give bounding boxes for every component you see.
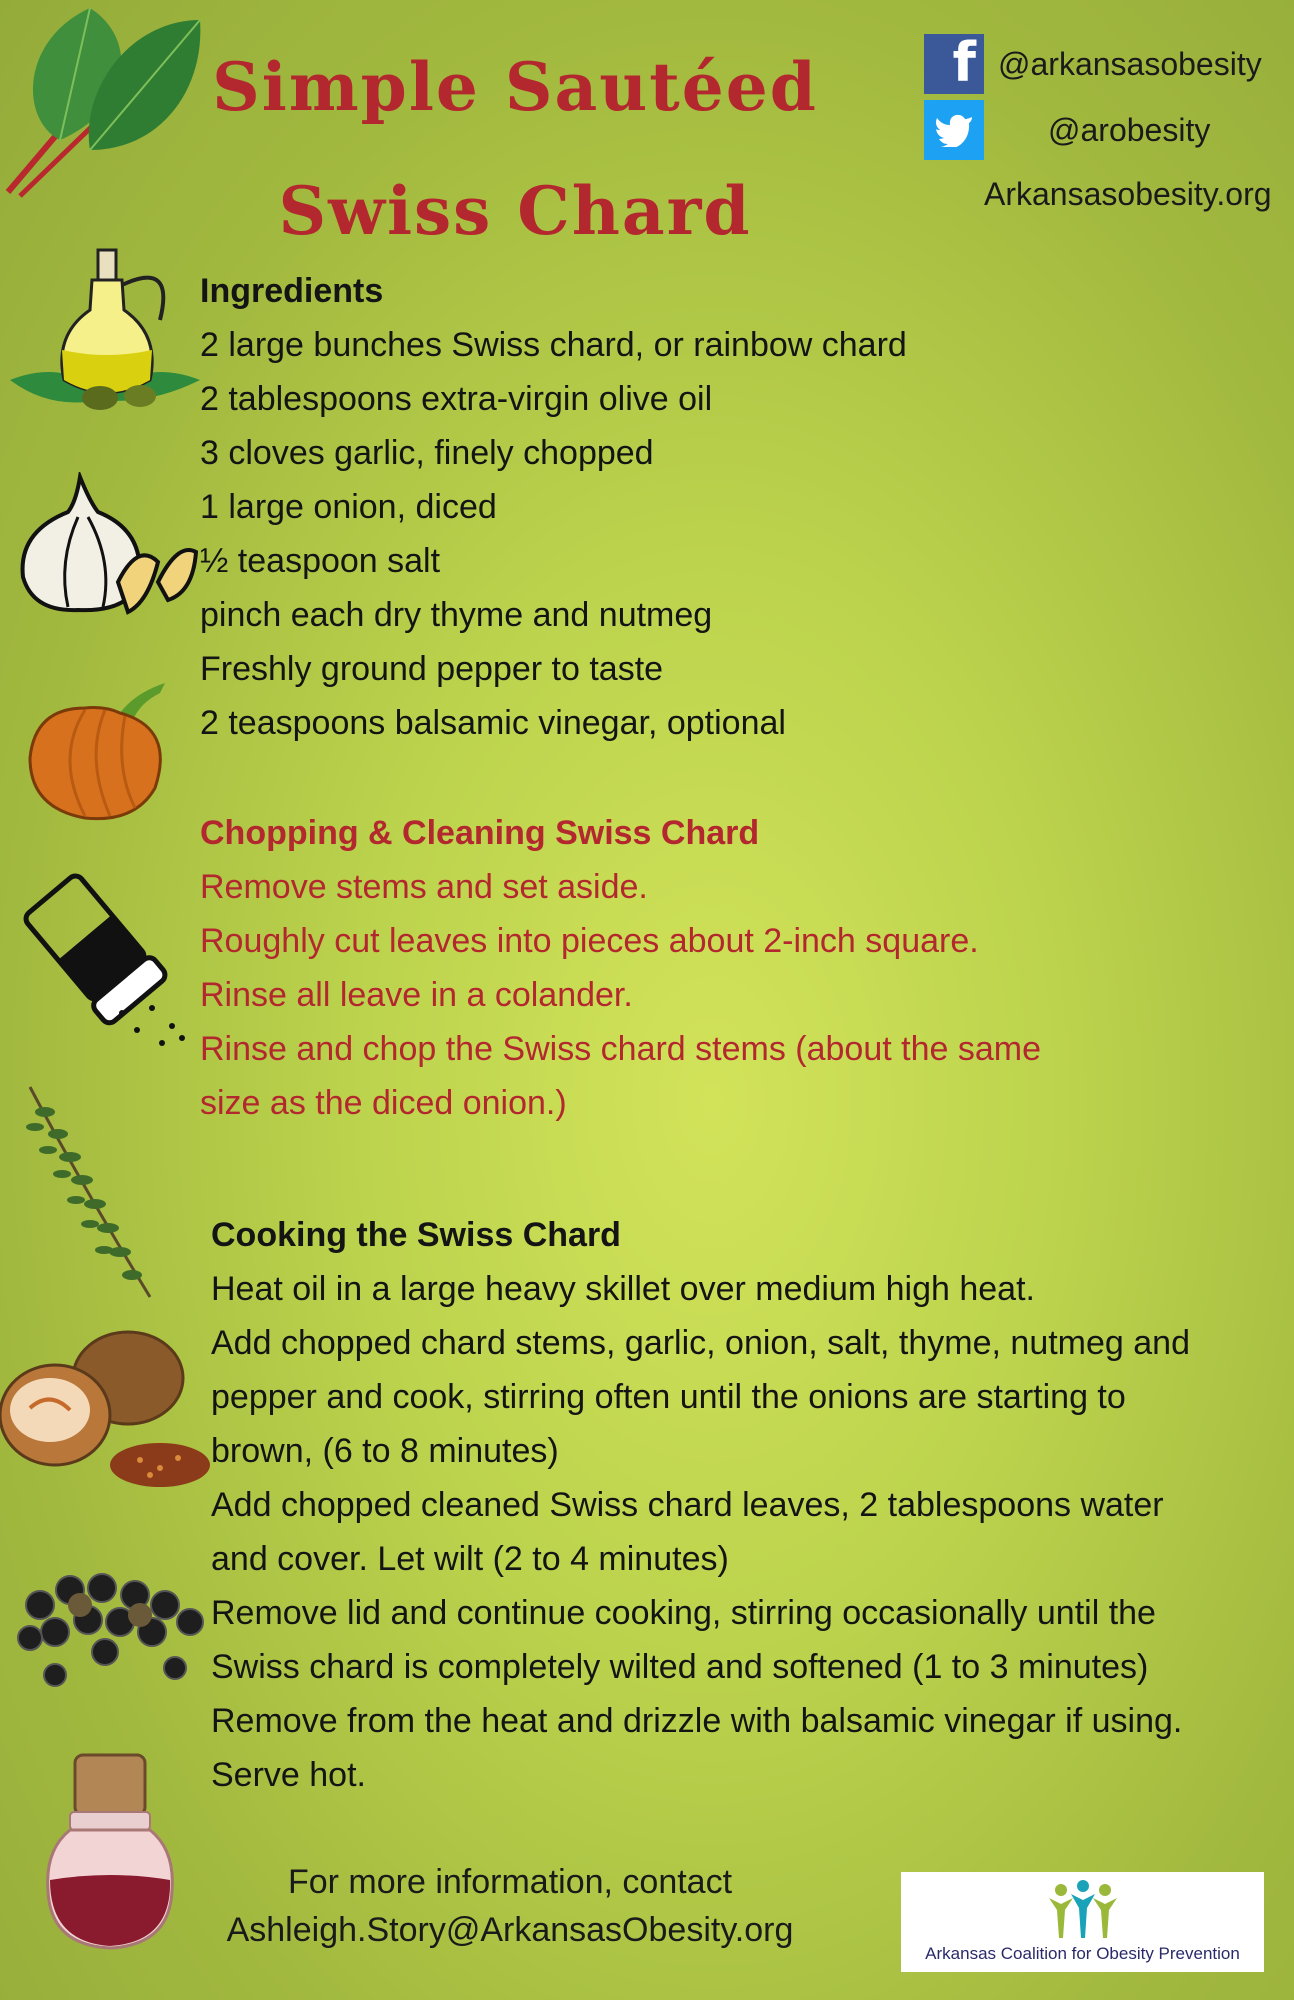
facebook-icon[interactable]: f: [924, 34, 984, 94]
chopping-heading: Chopping & Cleaning Swiss Chard: [200, 814, 760, 852]
cooking-step: Add chopped cleaned Swiss chard leaves, 2 tablespoons water: [211, 1486, 1164, 1524]
cooking-step: Remove from the heat and drizzle with balsamic vinegar if using.: [211, 1702, 1183, 1740]
nutmeg-illustration: [0, 1330, 215, 1490]
thyme-illustration: [20, 1082, 160, 1302]
cooking-section: [211, 1208, 1271, 1802]
cooking-step: Remove lid and continue cooking, stirring occasionally until the: [211, 1594, 1156, 1632]
peppercorns-illustration: [10, 1560, 215, 1690]
ingredients-section: [200, 264, 1260, 750]
cooking-step: and cover. Let wilt (2 to 4 minutes): [211, 1540, 729, 1578]
cooking-step: pepper and cook, stirring often until the onions are starting to: [211, 1378, 1126, 1416]
vinegar-jar-illustration: [40, 1750, 180, 1960]
contact-info: [200, 1858, 820, 1954]
people-logo-icon: [1043, 1880, 1123, 1940]
ingredient-item: ½ teaspoon salt: [200, 542, 441, 580]
twitter-icon[interactable]: [924, 100, 984, 160]
ingredient-item: 1 large onion, diced: [200, 488, 497, 526]
contact-line: For more information, contact: [287, 1863, 733, 1901]
chopping-step: Roughly cut leaves into pieces about 2-inch square.: [200, 922, 979, 960]
cooking-step: Swiss chard is completely wilted and softened (1 to 3 minutes): [211, 1648, 1149, 1686]
garlic-illustration: [18, 472, 198, 617]
chopping-section: [200, 806, 1260, 1130]
cooking-step: Serve hot.: [211, 1756, 366, 1794]
ingredient-item: 2 large bunches Swiss chard, or rainbow chard: [200, 326, 907, 364]
twitter-row[interactable]: [924, 100, 1210, 160]
onion-illustration: [25, 678, 170, 823]
chopping-step: Remove stems and set aside.: [200, 868, 648, 906]
facebook-handle[interactable]: @arkansasobesity: [998, 45, 1262, 82]
ingredient-item: 2 tablespoons extra-virgin olive oil: [200, 380, 713, 418]
coalition-logo: [901, 1872, 1264, 1972]
recipe-title-line1: Simple Sautéed: [212, 48, 818, 126]
contact-email-link[interactable]: Ashleigh.Story@ArkansasObesity.org: [226, 1911, 794, 1949]
cooking-step: Heat oil in a large heavy skillet over medium high heat.: [211, 1270, 1035, 1308]
chopping-step: size as the diced onion.): [200, 1084, 567, 1122]
ingredient-item: Freshly ground pepper to taste: [200, 650, 664, 688]
chopping-step: Rinse all leave in a colander.: [200, 976, 633, 1014]
ingredient-item: 2 teaspoons balsamic vinegar, optional: [200, 704, 786, 742]
cooking-step: brown, (6 to 8 minutes): [211, 1432, 559, 1470]
cooking-step: Add chopped chard stems, garlic, onion, salt, thyme, nutmeg and: [211, 1324, 1190, 1362]
recipe-title-line2: Swiss Chard: [278, 172, 752, 250]
facebook-row[interactable]: [924, 31, 1262, 94]
ingredient-item: 3 cloves garlic, finely chopped: [200, 434, 654, 472]
olive-oil-bottle-illustration: [0, 240, 205, 425]
website-link[interactable]: Arkansasobesity.org: [984, 176, 1272, 212]
ingredients-heading: Ingredients: [200, 272, 384, 310]
twitter-handle[interactable]: @arobesity: [1048, 111, 1211, 148]
ingredient-item: pinch each dry thyme and nutmeg: [200, 596, 713, 634]
cooking-heading: Cooking the Swiss Chard: [211, 1216, 621, 1254]
coalition-name: Arkansas Coalition for Obesity Prevention: [925, 1944, 1240, 1963]
salt-shaker-illustration: [12, 858, 192, 1048]
chopping-step: Rinse and chop the Swiss chard stems (about the same: [200, 1030, 1041, 1068]
